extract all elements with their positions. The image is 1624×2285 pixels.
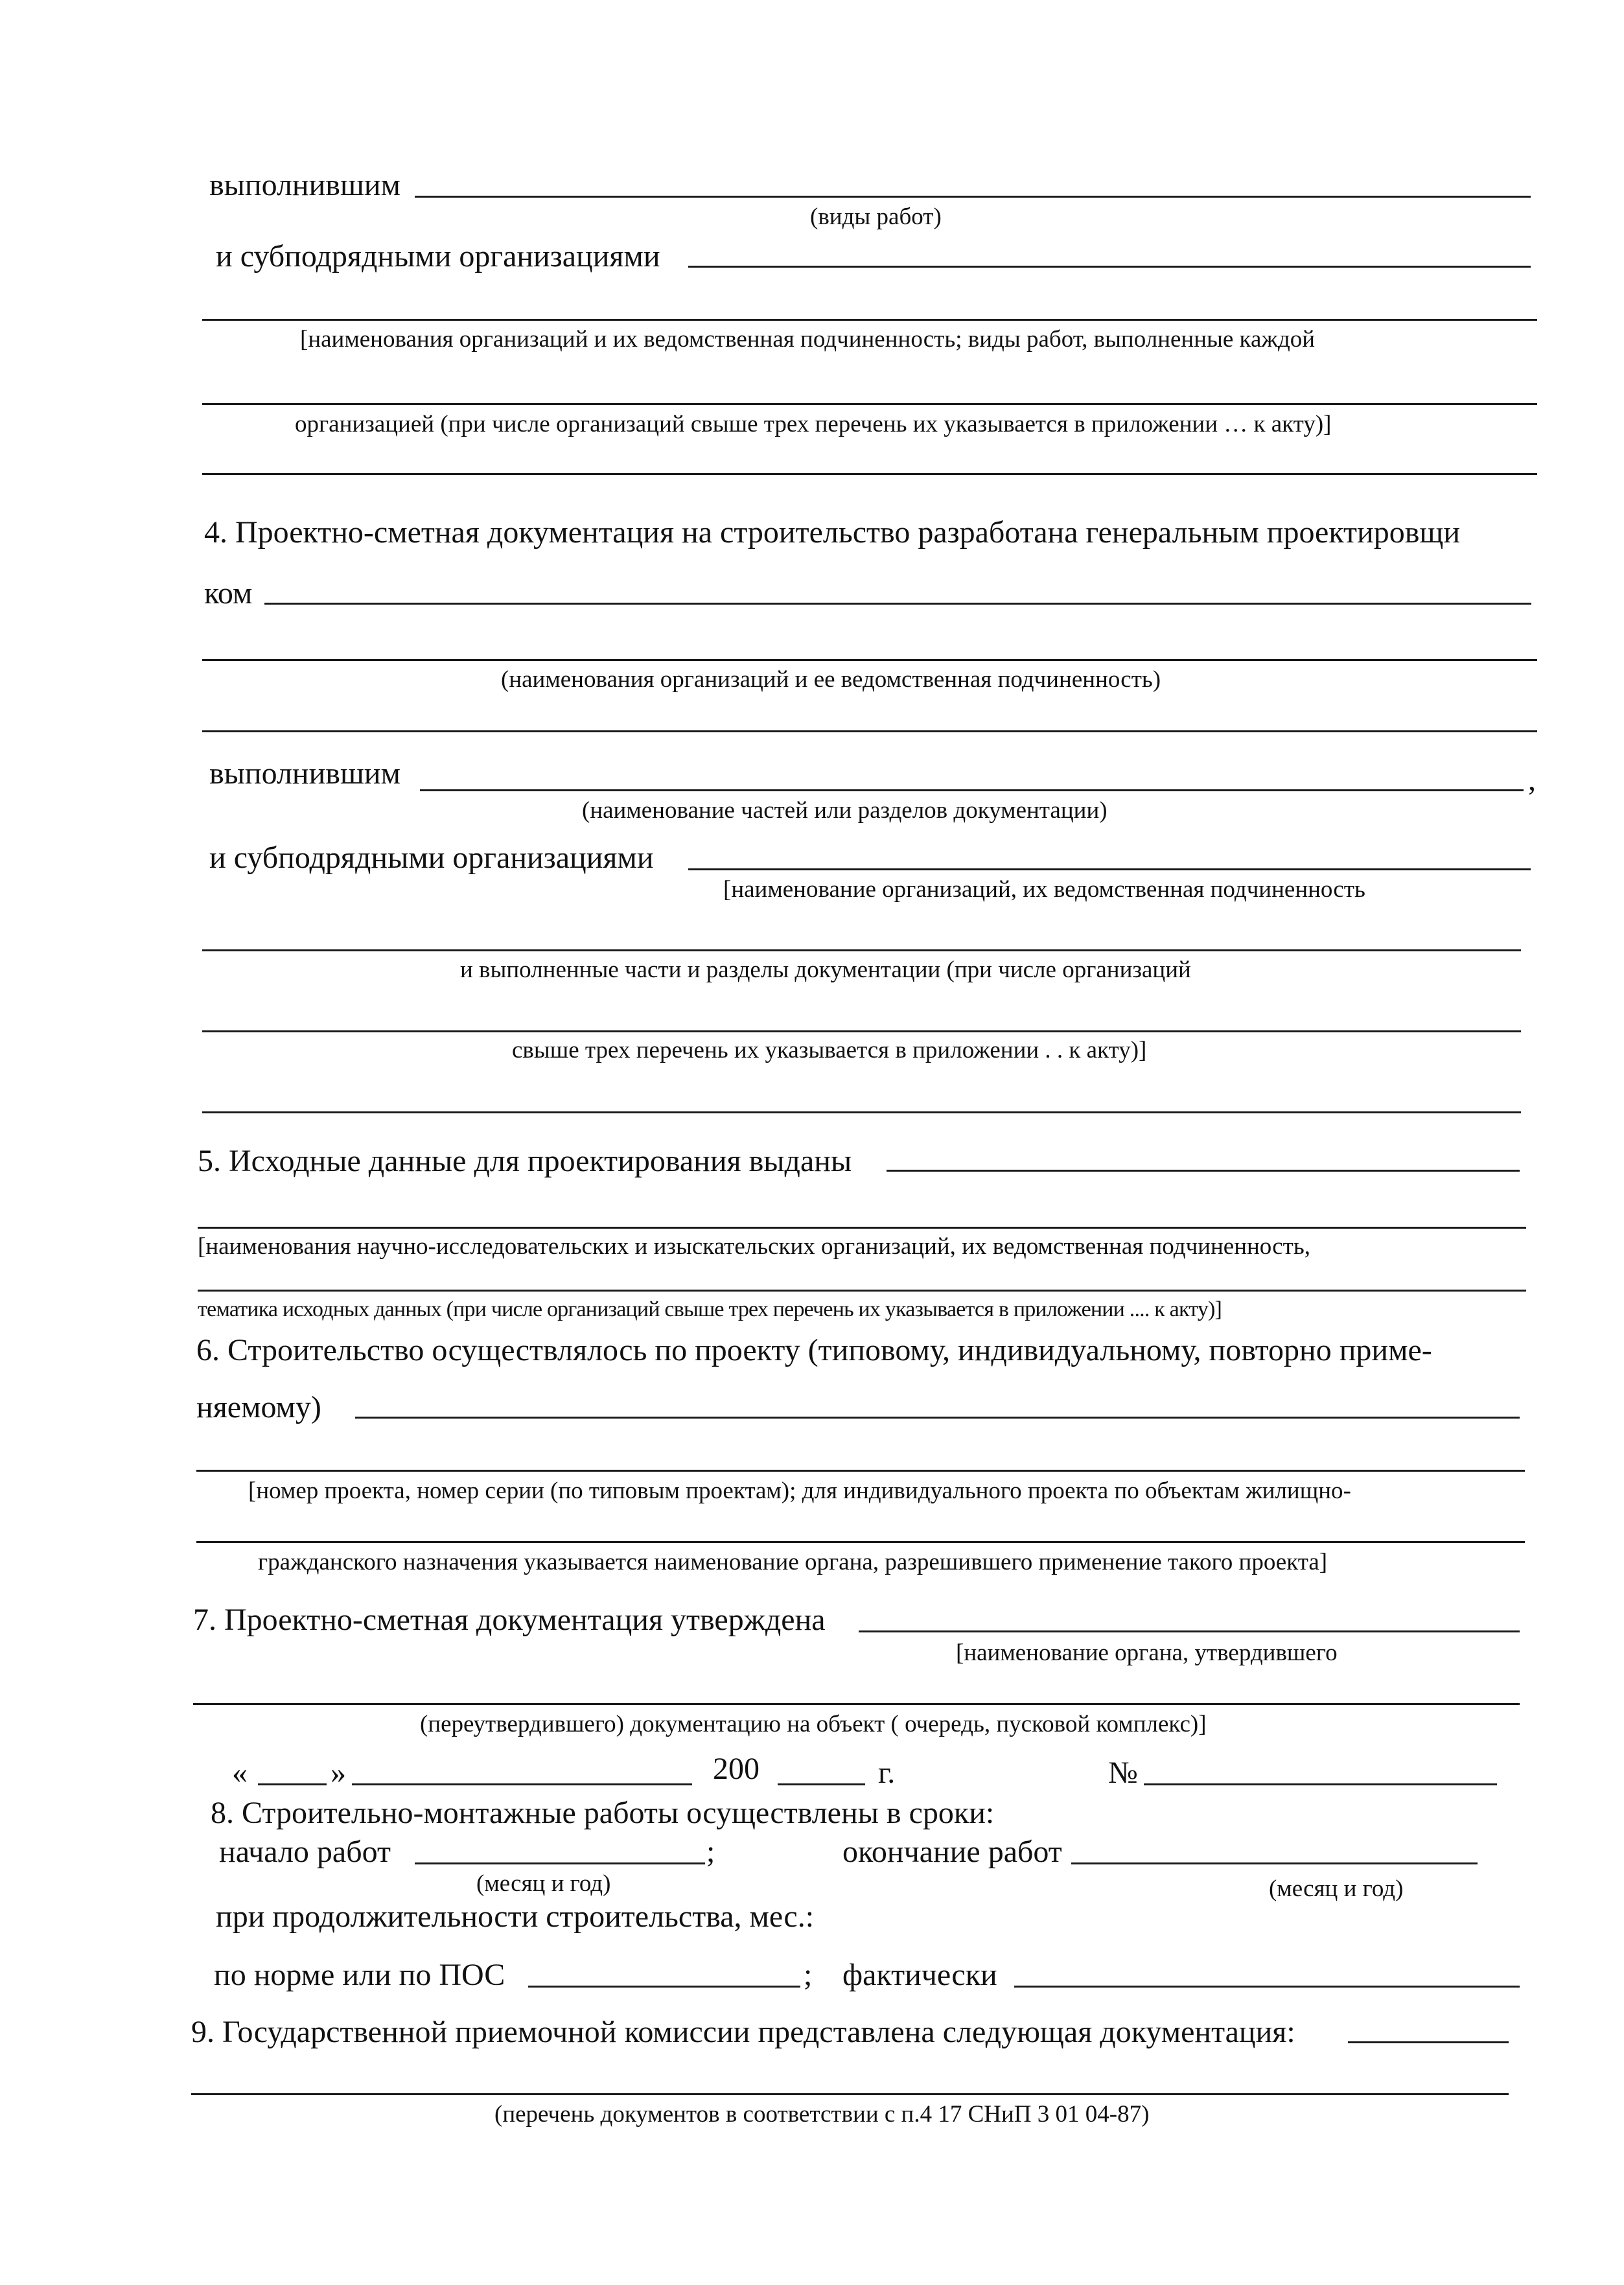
designer-org-field-2[interactable] [202, 730, 1537, 732]
orgs-caption-line-2: организацией (при числе организаций свыше трех перечень их указывается в приложении … к акту)] [295, 411, 1332, 437]
section-6-line-2: няемому) [196, 1390, 321, 1424]
orgs-caption-line-1: [наименования организаций и их ведомственная подчиненность; виды работ, выполненные каждой [300, 326, 1316, 353]
start-semicolon: ; [706, 1835, 715, 1869]
quote-open: « [232, 1756, 248, 1790]
project-field[interactable] [355, 1417, 1520, 1419]
actual-duration-field[interactable] [1014, 1986, 1520, 1988]
source-data-field-3[interactable] [198, 1290, 1526, 1292]
number-sign: № [1108, 1756, 1138, 1790]
norm-semicolon: ; [804, 1958, 813, 1992]
approved-by-field-2[interactable] [193, 1703, 1520, 1705]
subcontractors-label: и субподрядными организациями [216, 239, 660, 273]
section-6-caption-line-2: гражданского назначения указывается наименование органа, разрешившего применение такого проекта] [258, 1549, 1328, 1575]
section-4-line-2: ком [204, 576, 253, 610]
quote-close: » [331, 1756, 346, 1790]
year-prefix: 200 [713, 1752, 760, 1786]
comma: , [1528, 763, 1536, 797]
doc-subcontractors-field[interactable] [688, 868, 1531, 870]
actual-label: фактически [842, 1958, 997, 1992]
work-types-field[interactable] [415, 196, 1531, 198]
end-label: окончание работ [842, 1835, 1062, 1869]
section-5-caption-line-2: тематика исходных данных (при числе организаций свыше трех перечень их указывается в приложении .... к акту)] [198, 1297, 1222, 1321]
end-date-field[interactable] [1071, 1862, 1478, 1864]
start-month-year-caption: (месяц и год) [476, 1870, 611, 1897]
month-field[interactable] [352, 1783, 692, 1785]
section-5-label: 5. Исходные данные для проектирования выданы [198, 1144, 852, 1178]
section-9-caption: (перечень документов в соответствии с п.4 17 СНиП 3 01 04-87) [494, 2101, 1150, 2128]
orgs-field-line-2[interactable] [202, 403, 1537, 405]
start-label: начало работ [219, 1835, 391, 1869]
section-7-label: 7. Проектно-сметная документация утверждена [193, 1603, 826, 1637]
org-caption: (наименования организаций и ее ведомственная подчиненность) [501, 666, 1161, 693]
approval-number-field[interactable] [1144, 1783, 1497, 1785]
sub-caption-line-2: и выполненные части и разделы документации (при числе организаций [460, 957, 1191, 983]
section-4-line-1: 4. Проектно-сметная документация на строительство разработана генеральным проектировщи [204, 515, 1461, 550]
section-5-caption-line-1: [наименования научно-исследовательских и изыскательских организаций, их ведомственная подчиненность, [198, 1233, 1310, 1260]
year-field[interactable] [778, 1783, 865, 1785]
doc-sub-field-line-3[interactable] [202, 1111, 1521, 1113]
documentation-field-2[interactable] [191, 2093, 1509, 2095]
performed-by-label: выполнившим [209, 168, 400, 202]
year-suffix: г. [878, 1756, 896, 1790]
approved-by-field[interactable] [859, 1630, 1520, 1632]
doc-parts-field[interactable] [420, 789, 1524, 791]
source-data-field[interactable] [887, 1170, 1520, 1172]
work-types-caption: (виды работ) [810, 203, 942, 230]
sub-caption-line-1: [наименование организаций, их ведомственная подчиненность [723, 876, 1365, 903]
subcontractors-label-4: и субподрядными организациями [209, 841, 654, 875]
norm-label: по норме или по ПОС [214, 1958, 505, 1992]
section-9-label: 9. Государственной приемочной комиссии представлена следующая документация: [191, 2015, 1295, 2049]
sub-caption-line-3: свыше трех перечень их указывается в приложении . . к акту)] [512, 1037, 1147, 1063]
orgs-field-line-1[interactable] [202, 319, 1537, 321]
project-field-3[interactable] [196, 1541, 1525, 1543]
doc-sub-field-line-1[interactable] [202, 949, 1521, 951]
duration-label: при продолжительности строительства, мес.: [216, 1899, 815, 1934]
project-field-2[interactable] [196, 1470, 1525, 1472]
source-data-field-2[interactable] [198, 1227, 1526, 1229]
section-6-line-1: 6. Строительство осуществлялось по проекту (типовому, индивидуальному, повторно приме- [196, 1333, 1432, 1367]
general-designer-field[interactable] [264, 603, 1531, 605]
start-date-field[interactable] [415, 1862, 705, 1864]
end-month-year-caption: (месяц и год) [1269, 1875, 1404, 1902]
doc-sub-field-line-2[interactable] [202, 1030, 1521, 1032]
parts-caption: (наименование частей или разделов документации) [582, 797, 1108, 824]
orgs-field-line-3[interactable] [202, 473, 1537, 475]
documentation-field[interactable] [1348, 2041, 1509, 2043]
section-7-caption-line-1: [наименование органа, утвердившего [956, 1640, 1338, 1666]
section-6-caption-line-1: [номер проекта, номер серии (по типовым проектам); для индивидуального проекта по объектам жилищно- [248, 1478, 1351, 1504]
designer-org-field[interactable] [202, 659, 1537, 661]
section-7-caption-line-2: (переутвердившего) документацию на объект ( очередь, пусковой комплекс)] [420, 1711, 1207, 1737]
performed-by-label-4: выполнившим [209, 756, 400, 791]
subcontractors-field[interactable] [688, 266, 1531, 268]
section-8-label: 8. Строительно-монтажные работы осуществлены в сроки: [211, 1796, 995, 1830]
day-field[interactable] [258, 1783, 327, 1785]
norm-duration-field[interactable] [528, 1986, 800, 1988]
